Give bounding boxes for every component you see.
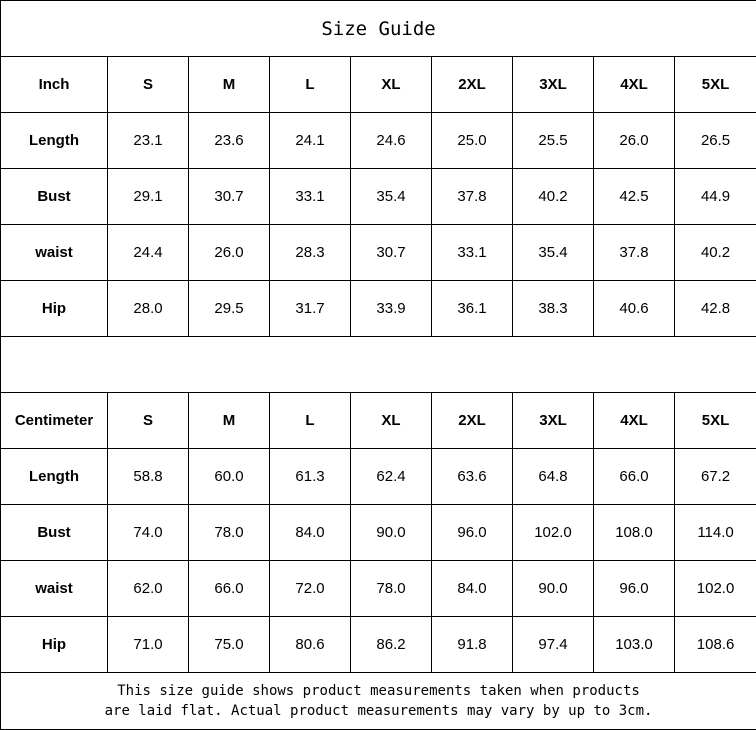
table-row	[1, 169, 756, 225]
measurement-value: 96.0	[432, 505, 513, 561]
measurement-value: 33.9	[351, 281, 432, 337]
measurement-value: 84.0	[270, 505, 351, 561]
measurement-value: 37.8	[432, 169, 513, 225]
table-row	[1, 561, 756, 617]
measurement-value: 64.8	[513, 449, 594, 505]
measurement-label: waist	[1, 225, 108, 281]
measurement-value: 96.0	[594, 561, 675, 617]
measurement-value: 23.6	[189, 113, 270, 169]
measurement-value: 23.1	[108, 113, 189, 169]
inch-unit-label: Inch	[1, 57, 108, 113]
size-header: S	[108, 57, 189, 113]
measurement-value: 40.2	[513, 169, 594, 225]
measurement-label: Hip	[1, 281, 108, 337]
measurement-value: 114.0	[675, 505, 756, 561]
centimeter-header-row	[1, 393, 756, 449]
size-header: XL	[351, 57, 432, 113]
measurement-value: 30.7	[351, 225, 432, 281]
measurement-value: 63.6	[432, 449, 513, 505]
size-header: 3XL	[513, 57, 594, 113]
table-row	[1, 449, 756, 505]
measurement-value: 24.1	[270, 113, 351, 169]
size-header: 2XL	[432, 393, 513, 449]
measurement-value: 108.6	[675, 617, 756, 673]
measurement-value: 30.7	[189, 169, 270, 225]
measurement-value: 67.2	[675, 449, 756, 505]
size-header: L	[270, 393, 351, 449]
measurement-value: 25.5	[513, 113, 594, 169]
size-header: L	[270, 57, 351, 113]
measurement-value: 31.7	[270, 281, 351, 337]
measurement-value: 33.1	[270, 169, 351, 225]
measurement-value: 28.0	[108, 281, 189, 337]
section-spacer	[1, 337, 756, 393]
size-header: 4XL	[594, 393, 675, 449]
measurement-value: 25.0	[432, 113, 513, 169]
measurement-value: 71.0	[108, 617, 189, 673]
measurement-note	[1, 673, 756, 730]
measurement-value: 78.0	[189, 505, 270, 561]
measurement-value: 26.0	[594, 113, 675, 169]
measurement-value: 33.1	[432, 225, 513, 281]
measurement-label: waist	[1, 561, 108, 617]
measurement-value: 26.5	[675, 113, 756, 169]
measurement-value: 86.2	[351, 617, 432, 673]
measurement-value: 78.0	[351, 561, 432, 617]
measurement-value: 90.0	[351, 505, 432, 561]
spacer-cell	[1, 337, 756, 393]
inch-header-row	[1, 57, 756, 113]
measurement-value: 74.0	[108, 505, 189, 561]
measurement-value: 103.0	[594, 617, 675, 673]
table-row	[1, 505, 756, 561]
size-header: XL	[351, 393, 432, 449]
measurement-value: 75.0	[189, 617, 270, 673]
measurement-value: 91.8	[432, 617, 513, 673]
measurement-value: 38.3	[513, 281, 594, 337]
measurement-label: Hip	[1, 617, 108, 673]
measurement-value: 58.8	[108, 449, 189, 505]
measurement-value: 80.6	[270, 617, 351, 673]
centimeter-unit-label: Centimeter	[1, 393, 108, 449]
table-row	[1, 113, 756, 169]
measurement-value: 108.0	[594, 505, 675, 561]
measurement-value: 24.6	[351, 113, 432, 169]
measurement-value: 29.1	[108, 169, 189, 225]
size-header: 3XL	[513, 393, 594, 449]
measurement-value: 66.0	[189, 561, 270, 617]
measurement-label: Length	[1, 449, 108, 505]
measurement-value: 62.0	[108, 561, 189, 617]
note-line-1: This size guide shows product measurements taken when products	[1, 681, 756, 701]
measurement-value: 97.4	[513, 617, 594, 673]
measurement-value: 44.9	[675, 169, 756, 225]
note-row	[1, 673, 756, 730]
measurement-value: 36.1	[432, 281, 513, 337]
measurement-value: 102.0	[513, 505, 594, 561]
measurement-value: 24.4	[108, 225, 189, 281]
measurement-value: 66.0	[594, 449, 675, 505]
measurement-value: 62.4	[351, 449, 432, 505]
table-row	[1, 617, 756, 673]
page-title: Size Guide	[1, 1, 756, 57]
measurement-label: Bust	[1, 169, 108, 225]
measurement-value: 84.0	[432, 561, 513, 617]
measurement-value: 40.6	[594, 281, 675, 337]
size-header: 5XL	[675, 57, 756, 113]
measurement-value: 72.0	[270, 561, 351, 617]
size-header: M	[189, 57, 270, 113]
measurement-value: 90.0	[513, 561, 594, 617]
measurement-value: 28.3	[270, 225, 351, 281]
measurement-value: 26.0	[189, 225, 270, 281]
table-row	[1, 281, 756, 337]
measurement-value: 35.4	[513, 225, 594, 281]
measurement-value: 102.0	[675, 561, 756, 617]
note-line-2: are laid flat. Actual product measurements may vary by up to 3cm.	[1, 701, 756, 721]
measurement-value: 37.8	[594, 225, 675, 281]
measurement-value: 61.3	[270, 449, 351, 505]
size-header: M	[189, 393, 270, 449]
size-header: 4XL	[594, 57, 675, 113]
size-header: 5XL	[675, 393, 756, 449]
size-header: S	[108, 393, 189, 449]
measurement-value: 60.0	[189, 449, 270, 505]
measurement-value: 40.2	[675, 225, 756, 281]
measurement-value: 42.5	[594, 169, 675, 225]
measurement-label: Bust	[1, 505, 108, 561]
table-row	[1, 225, 756, 281]
measurement-value: 35.4	[351, 169, 432, 225]
measurement-value: 42.8	[675, 281, 756, 337]
measurement-label: Length	[1, 113, 108, 169]
size-header: 2XL	[432, 57, 513, 113]
measurement-value: 29.5	[189, 281, 270, 337]
